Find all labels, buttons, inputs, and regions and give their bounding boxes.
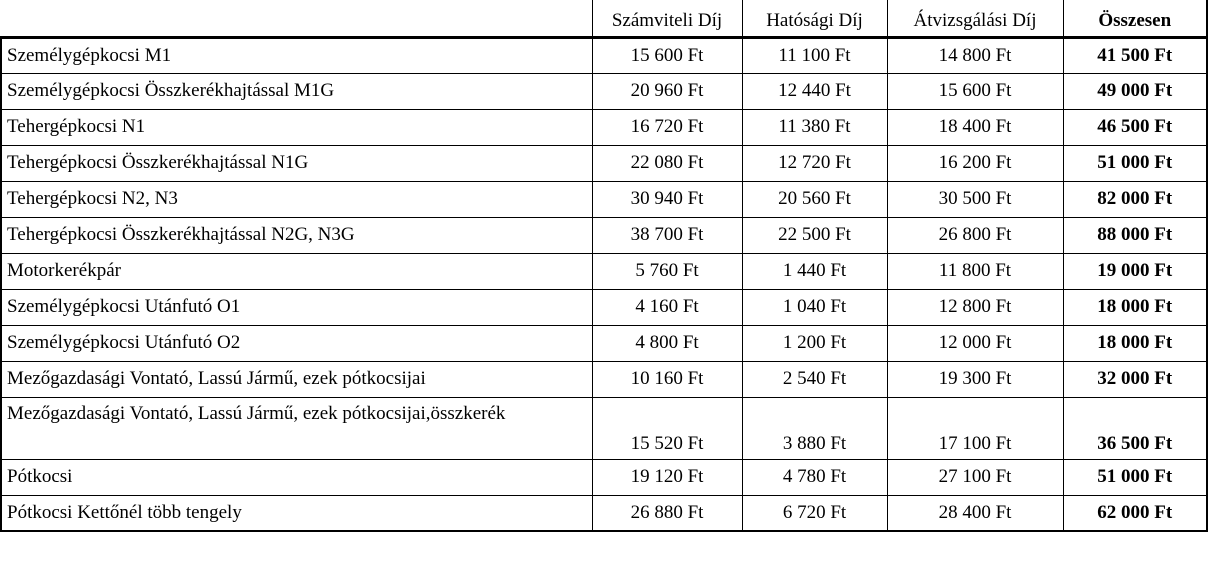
vehicle-type-cell: Pótkocsi bbox=[1, 459, 592, 495]
atvizsgalasi-dij-cell: 28 400 Ft bbox=[887, 495, 1063, 531]
osszesen-cell: 82 000 Ft bbox=[1063, 181, 1207, 217]
hatosagi-dij-cell: 11 100 Ft bbox=[742, 37, 887, 73]
szamviteli-dij-cell: 19 120 Ft bbox=[592, 459, 742, 495]
table-row bbox=[1, 109, 1207, 145]
hatosagi-dij-cell: 1 440 Ft bbox=[742, 253, 887, 289]
header-osszesen: Összesen bbox=[1063, 0, 1207, 37]
atvizsgalasi-dij-cell: 27 100 Ft bbox=[887, 459, 1063, 495]
atvizsgalasi-dij-cell: 15 600 Ft bbox=[887, 73, 1063, 109]
osszesen-cell: 62 000 Ft bbox=[1063, 495, 1207, 531]
table-header bbox=[1, 0, 1207, 37]
vehicle-type-cell: Személygépkocsi Összkerékhajtással M1G bbox=[1, 73, 592, 109]
atvizsgalasi-dij-cell: 14 800 Ft bbox=[887, 37, 1063, 73]
table-row bbox=[1, 325, 1207, 361]
hatosagi-dij-cell: 12 440 Ft bbox=[742, 73, 887, 109]
osszesen-cell: 51 000 Ft bbox=[1063, 145, 1207, 181]
vehicle-type-cell: Tehergépkocsi Összkerékhajtással N1G bbox=[1, 145, 592, 181]
atvizsgalasi-dij-cell: 30 500 Ft bbox=[887, 181, 1063, 217]
table-row bbox=[1, 37, 1207, 73]
szamviteli-dij-cell: 26 880 Ft bbox=[592, 495, 742, 531]
osszesen-cell: 41 500 Ft bbox=[1063, 37, 1207, 73]
table-row bbox=[1, 181, 1207, 217]
szamviteli-dij-cell: 4 800 Ft bbox=[592, 325, 742, 361]
atvizsgalasi-dij-cell: 18 400 Ft bbox=[887, 109, 1063, 145]
vehicle-type-cell: Személygépkocsi Utánfutó O1 bbox=[1, 289, 592, 325]
vehicle-type-cell: Tehergépkocsi Összkerékhajtással N2G, N3G bbox=[1, 217, 592, 253]
header-szamviteli-dij: Számviteli Díj bbox=[592, 0, 742, 37]
osszesen-cell: 36 500 Ft bbox=[1063, 397, 1207, 459]
hatosagi-dij-cell: 1 200 Ft bbox=[742, 325, 887, 361]
osszesen-cell: 49 000 Ft bbox=[1063, 73, 1207, 109]
osszesen-cell: 51 000 Ft bbox=[1063, 459, 1207, 495]
hatosagi-dij-cell: 22 500 Ft bbox=[742, 217, 887, 253]
vehicle-type-cell: Pótkocsi Kettőnél több tengely bbox=[1, 495, 592, 531]
szamviteli-dij-cell: 30 940 Ft bbox=[592, 181, 742, 217]
szamviteli-dij-cell: 16 720 Ft bbox=[592, 109, 742, 145]
table-row bbox=[1, 289, 1207, 325]
vehicle-type-cell: Motorkerékpár bbox=[1, 253, 592, 289]
osszesen-cell: 46 500 Ft bbox=[1063, 109, 1207, 145]
szamviteli-dij-cell: 22 080 Ft bbox=[592, 145, 742, 181]
hatosagi-dij-cell: 3 880 Ft bbox=[742, 397, 887, 459]
hatosagi-dij-cell: 12 720 Ft bbox=[742, 145, 887, 181]
szamviteli-dij-cell: 38 700 Ft bbox=[592, 217, 742, 253]
table-row bbox=[1, 217, 1207, 253]
hatosagi-dij-cell: 20 560 Ft bbox=[742, 181, 887, 217]
table-row bbox=[1, 73, 1207, 109]
header-hatosagi-dij: Hatósági Díj bbox=[742, 0, 887, 37]
vehicle-type-cell: Mezőgazdasági Vontató, Lassú Jármű, ezek pótkocsijai bbox=[1, 361, 592, 397]
table-row bbox=[1, 253, 1207, 289]
atvizsgalasi-dij-cell: 19 300 Ft bbox=[887, 361, 1063, 397]
szamviteli-dij-cell: 10 160 Ft bbox=[592, 361, 742, 397]
osszesen-cell: 88 000 Ft bbox=[1063, 217, 1207, 253]
hatosagi-dij-cell: 4 780 Ft bbox=[742, 459, 887, 495]
osszesen-cell: 32 000 Ft bbox=[1063, 361, 1207, 397]
vehicle-type-cell: Mezőgazdasági Vontató, Lassú Jármű, ezek pótkocsijai,összkerék bbox=[1, 397, 592, 459]
table-row bbox=[1, 361, 1207, 397]
table-row bbox=[1, 397, 1207, 459]
osszesen-cell: 18 000 Ft bbox=[1063, 289, 1207, 325]
vehicle-type-cell: Tehergépkocsi N2, N3 bbox=[1, 181, 592, 217]
header-vehicle-type bbox=[1, 0, 592, 37]
szamviteli-dij-cell: 20 960 Ft bbox=[592, 73, 742, 109]
atvizsgalasi-dij-cell: 16 200 Ft bbox=[887, 145, 1063, 181]
atvizsgalasi-dij-cell: 17 100 Ft bbox=[887, 397, 1063, 459]
table-body bbox=[1, 37, 1207, 531]
atvizsgalasi-dij-cell: 12 800 Ft bbox=[887, 289, 1063, 325]
osszesen-cell: 19 000 Ft bbox=[1063, 253, 1207, 289]
vehicle-type-cell: Személygépkocsi Utánfutó O2 bbox=[1, 325, 592, 361]
header-atvizsgalasi-dij: Átvizsgálási Díj bbox=[887, 0, 1063, 37]
atvizsgalasi-dij-cell: 12 000 Ft bbox=[887, 325, 1063, 361]
table-row bbox=[1, 145, 1207, 181]
osszesen-cell: 18 000 Ft bbox=[1063, 325, 1207, 361]
table-row bbox=[1, 495, 1207, 531]
hatosagi-dij-cell: 1 040 Ft bbox=[742, 289, 887, 325]
szamviteli-dij-cell: 15 600 Ft bbox=[592, 37, 742, 73]
szamviteli-dij-cell: 4 160 Ft bbox=[592, 289, 742, 325]
szamviteli-dij-cell: 5 760 Ft bbox=[592, 253, 742, 289]
atvizsgalasi-dij-cell: 26 800 Ft bbox=[887, 217, 1063, 253]
atvizsgalasi-dij-cell: 11 800 Ft bbox=[887, 253, 1063, 289]
header-row bbox=[1, 0, 1207, 37]
hatosagi-dij-cell: 11 380 Ft bbox=[742, 109, 887, 145]
vehicle-type-cell: Tehergépkocsi N1 bbox=[1, 109, 592, 145]
vehicle-type-cell: Személygépkocsi M1 bbox=[1, 37, 592, 73]
hatosagi-dij-cell: 2 540 Ft bbox=[742, 361, 887, 397]
szamviteli-dij-cell: 15 520 Ft bbox=[592, 397, 742, 459]
table-row bbox=[1, 459, 1207, 495]
hatosagi-dij-cell: 6 720 Ft bbox=[742, 495, 887, 531]
